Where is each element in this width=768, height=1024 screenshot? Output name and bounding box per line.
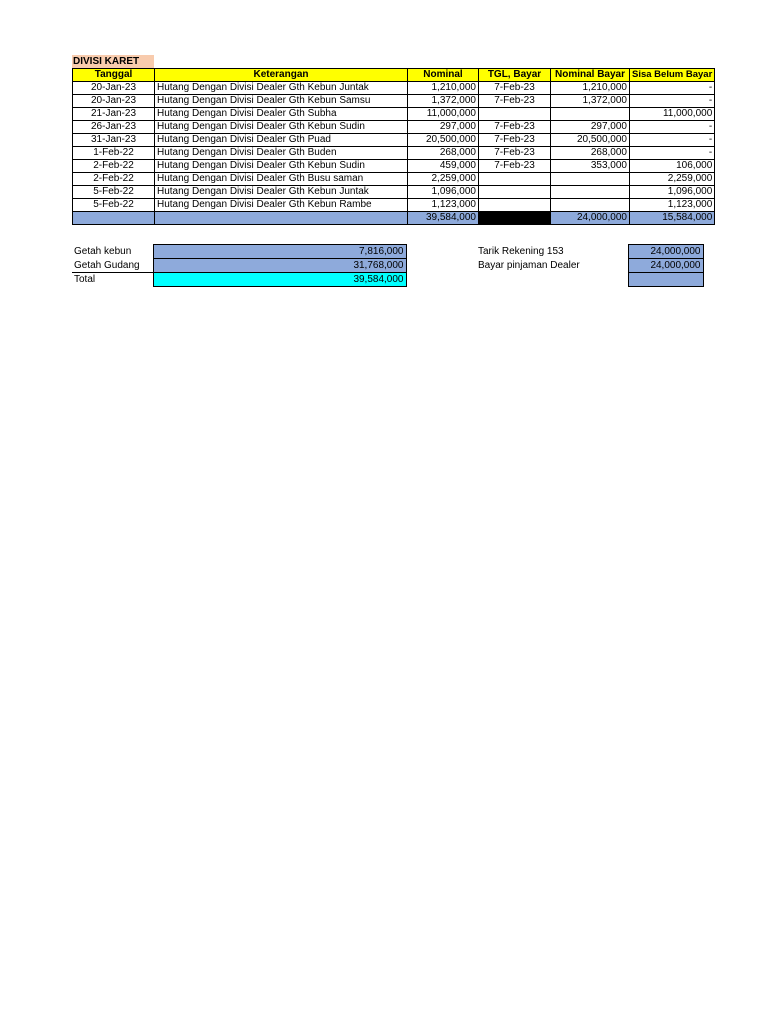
cell-tgl-bayar: 7-Feb-23 (479, 82, 551, 95)
cell-tanggal: 2-Feb-22 (73, 160, 155, 173)
table-row (73, 108, 715, 121)
tarik-rekening-value: 24,000,000 (628, 245, 703, 259)
cell-nominal: 268,000 (408, 147, 479, 160)
total-nominal: 39,584,000 (408, 212, 479, 225)
table-total-row (73, 212, 715, 225)
cell-keterangan: Hutang Dengan Divisi Dealer Gth Puad (155, 134, 408, 147)
table-row (73, 95, 715, 108)
cell-nominal-bayar: 268,000 (551, 147, 630, 160)
cell-keterangan: Hutang Dengan Divisi Dealer Gth Buden (155, 147, 408, 160)
cell-sisa: - (630, 95, 715, 108)
cell-tgl-bayar (479, 108, 551, 121)
summary-left-table (72, 244, 407, 287)
empty-value-cell (628, 273, 703, 287)
cell-keterangan: Hutang Dengan Divisi Dealer Gth Kebun Juntak (155, 186, 408, 199)
table-row (73, 173, 715, 186)
header-tanggal: Tanggal (73, 69, 155, 82)
summary-row-getah-kebun (72, 245, 406, 259)
getah-gudang-label: Getah Gudang (74, 259, 140, 271)
cell-sisa: 106,000 (630, 160, 715, 173)
cell-sisa: - (630, 82, 715, 95)
cell-keterangan: Hutang Dengan Divisi Dealer Gth Kebun Samsu (155, 95, 408, 108)
total-value: 39,584,000 (153, 273, 406, 287)
cell-keterangan: Hutang Dengan Divisi Dealer Gth Kebun Sudin (155, 121, 408, 134)
cell-tgl-bayar (479, 199, 551, 212)
table-row (73, 147, 715, 160)
table-row (73, 121, 715, 134)
header-nominal-bayar: Nominal Bayar (551, 69, 630, 82)
section-title: DIVISI KARET (72, 55, 154, 68)
total-label: Total (72, 273, 153, 287)
cell-keterangan: Hutang Dengan Divisi Dealer Gth Kebun Rambe (155, 199, 408, 212)
cell-nominal: 1,096,000 (408, 186, 479, 199)
cell-tanggal: 26-Jan-23 (73, 121, 155, 134)
cell-nominal: 11,000,000 (408, 108, 479, 121)
cell-nominal-bayar (551, 173, 630, 186)
cell-tanggal: 5-Feb-22 (73, 199, 155, 212)
table-row (73, 134, 715, 147)
cell-tgl-bayar (479, 186, 551, 199)
cell-tgl-bayar (479, 173, 551, 186)
cell-tgl-bayar: 7-Feb-23 (479, 134, 551, 147)
cell-nominal: 20,500,000 (408, 134, 479, 147)
cell-tgl-bayar: 7-Feb-23 (479, 147, 551, 160)
cell-tanggal: 5-Feb-22 (73, 186, 155, 199)
cell-nominal-bayar: 20,500,000 (551, 134, 630, 147)
summary-row-bayar-pinjaman (476, 259, 703, 273)
bayar-pinjaman-label: Bayar pinjaman Dealer (478, 260, 580, 271)
cell-sisa: 1,096,000 (630, 186, 715, 199)
header-sisa-belum-bayar: Sisa Belum Bayar (630, 69, 715, 82)
cell-tgl-bayar: 7-Feb-23 (479, 121, 551, 134)
cell-nominal-bayar (551, 186, 630, 199)
summary-row-total (72, 273, 406, 287)
cell-tanggal: 21-Jan-23 (73, 108, 155, 121)
cell-sisa: - (630, 134, 715, 147)
header-nominal: Nominal (408, 69, 479, 82)
cell-sisa: 1,123,000 (630, 199, 715, 212)
cell-tanggal: 31-Jan-23 (73, 134, 155, 147)
cell-keterangan: Hutang Dengan Divisi Dealer Gth Subha (155, 108, 408, 121)
bayar-pinjaman-value: 24,000,000 (628, 259, 703, 273)
cell-nominal: 1,210,000 (408, 82, 479, 95)
cell-tgl-bayar: 7-Feb-23 (479, 160, 551, 173)
total-tanggal-cell (73, 212, 155, 225)
total-nominal-bayar: 24,000,000 (551, 212, 630, 225)
cell-keterangan: Hutang Dengan Divisi Dealer Gth Kebun Juntak (155, 82, 408, 95)
total-sisa: 15,584,000 (630, 212, 715, 225)
cell-nominal: 1,123,000 (408, 199, 479, 212)
table-body (73, 82, 715, 212)
cell-nominal-bayar (551, 108, 630, 121)
getah-gudang-value: 31,768,000 (153, 259, 406, 273)
cell-tanggal: 1-Feb-22 (73, 147, 155, 160)
empty-label-cell (476, 273, 628, 287)
cell-nominal: 1,372,000 (408, 95, 479, 108)
cell-keterangan: Hutang Dengan Divisi Dealer Gth Busu saman (155, 173, 408, 186)
table-row (73, 82, 715, 95)
table-row (73, 160, 715, 173)
summary-row-tarik-rekening (476, 245, 703, 259)
cell-nominal: 459,000 (408, 160, 479, 173)
cell-tanggal: 20-Jan-23 (73, 95, 155, 108)
table-header-row (73, 69, 715, 82)
cell-nominal: 297,000 (408, 121, 479, 134)
cell-sisa: 11,000,000 (630, 108, 715, 121)
table-row (73, 199, 715, 212)
cell-sisa: 2,259,000 (630, 173, 715, 186)
table-row (73, 186, 715, 199)
cell-sisa: - (630, 147, 715, 160)
summary-row-empty (476, 273, 703, 287)
cell-sisa: - (630, 121, 715, 134)
tarik-rekening-label: Tarik Rekening 153 (478, 246, 564, 257)
getah-kebun-value: 7,816,000 (153, 245, 406, 259)
getah-kebun-label: Getah kebun (74, 246, 132, 257)
header-keterangan: Keterangan (155, 69, 408, 82)
summary-right-table (476, 244, 704, 287)
cell-tanggal: 2-Feb-22 (73, 173, 155, 186)
cell-nominal-bayar: 353,000 (551, 160, 630, 173)
total-tgl-bayar-cell (479, 212, 551, 225)
cell-nominal-bayar: 297,000 (551, 121, 630, 134)
cell-nominal-bayar (551, 199, 630, 212)
cell-nominal-bayar: 1,372,000 (551, 95, 630, 108)
cell-tgl-bayar: 7-Feb-23 (479, 95, 551, 108)
total-keterangan-cell (155, 212, 408, 225)
cell-tanggal: 20-Jan-23 (73, 82, 155, 95)
cell-keterangan: Hutang Dengan Divisi Dealer Gth Kebun Sudin (155, 160, 408, 173)
cell-nominal-bayar: 1,210,000 (551, 82, 630, 95)
debt-table (72, 68, 715, 225)
cell-nominal: 2,259,000 (408, 173, 479, 186)
header-tgl-bayar: TGL, Bayar (479, 69, 551, 82)
summary-row-getah-gudang (72, 259, 406, 273)
